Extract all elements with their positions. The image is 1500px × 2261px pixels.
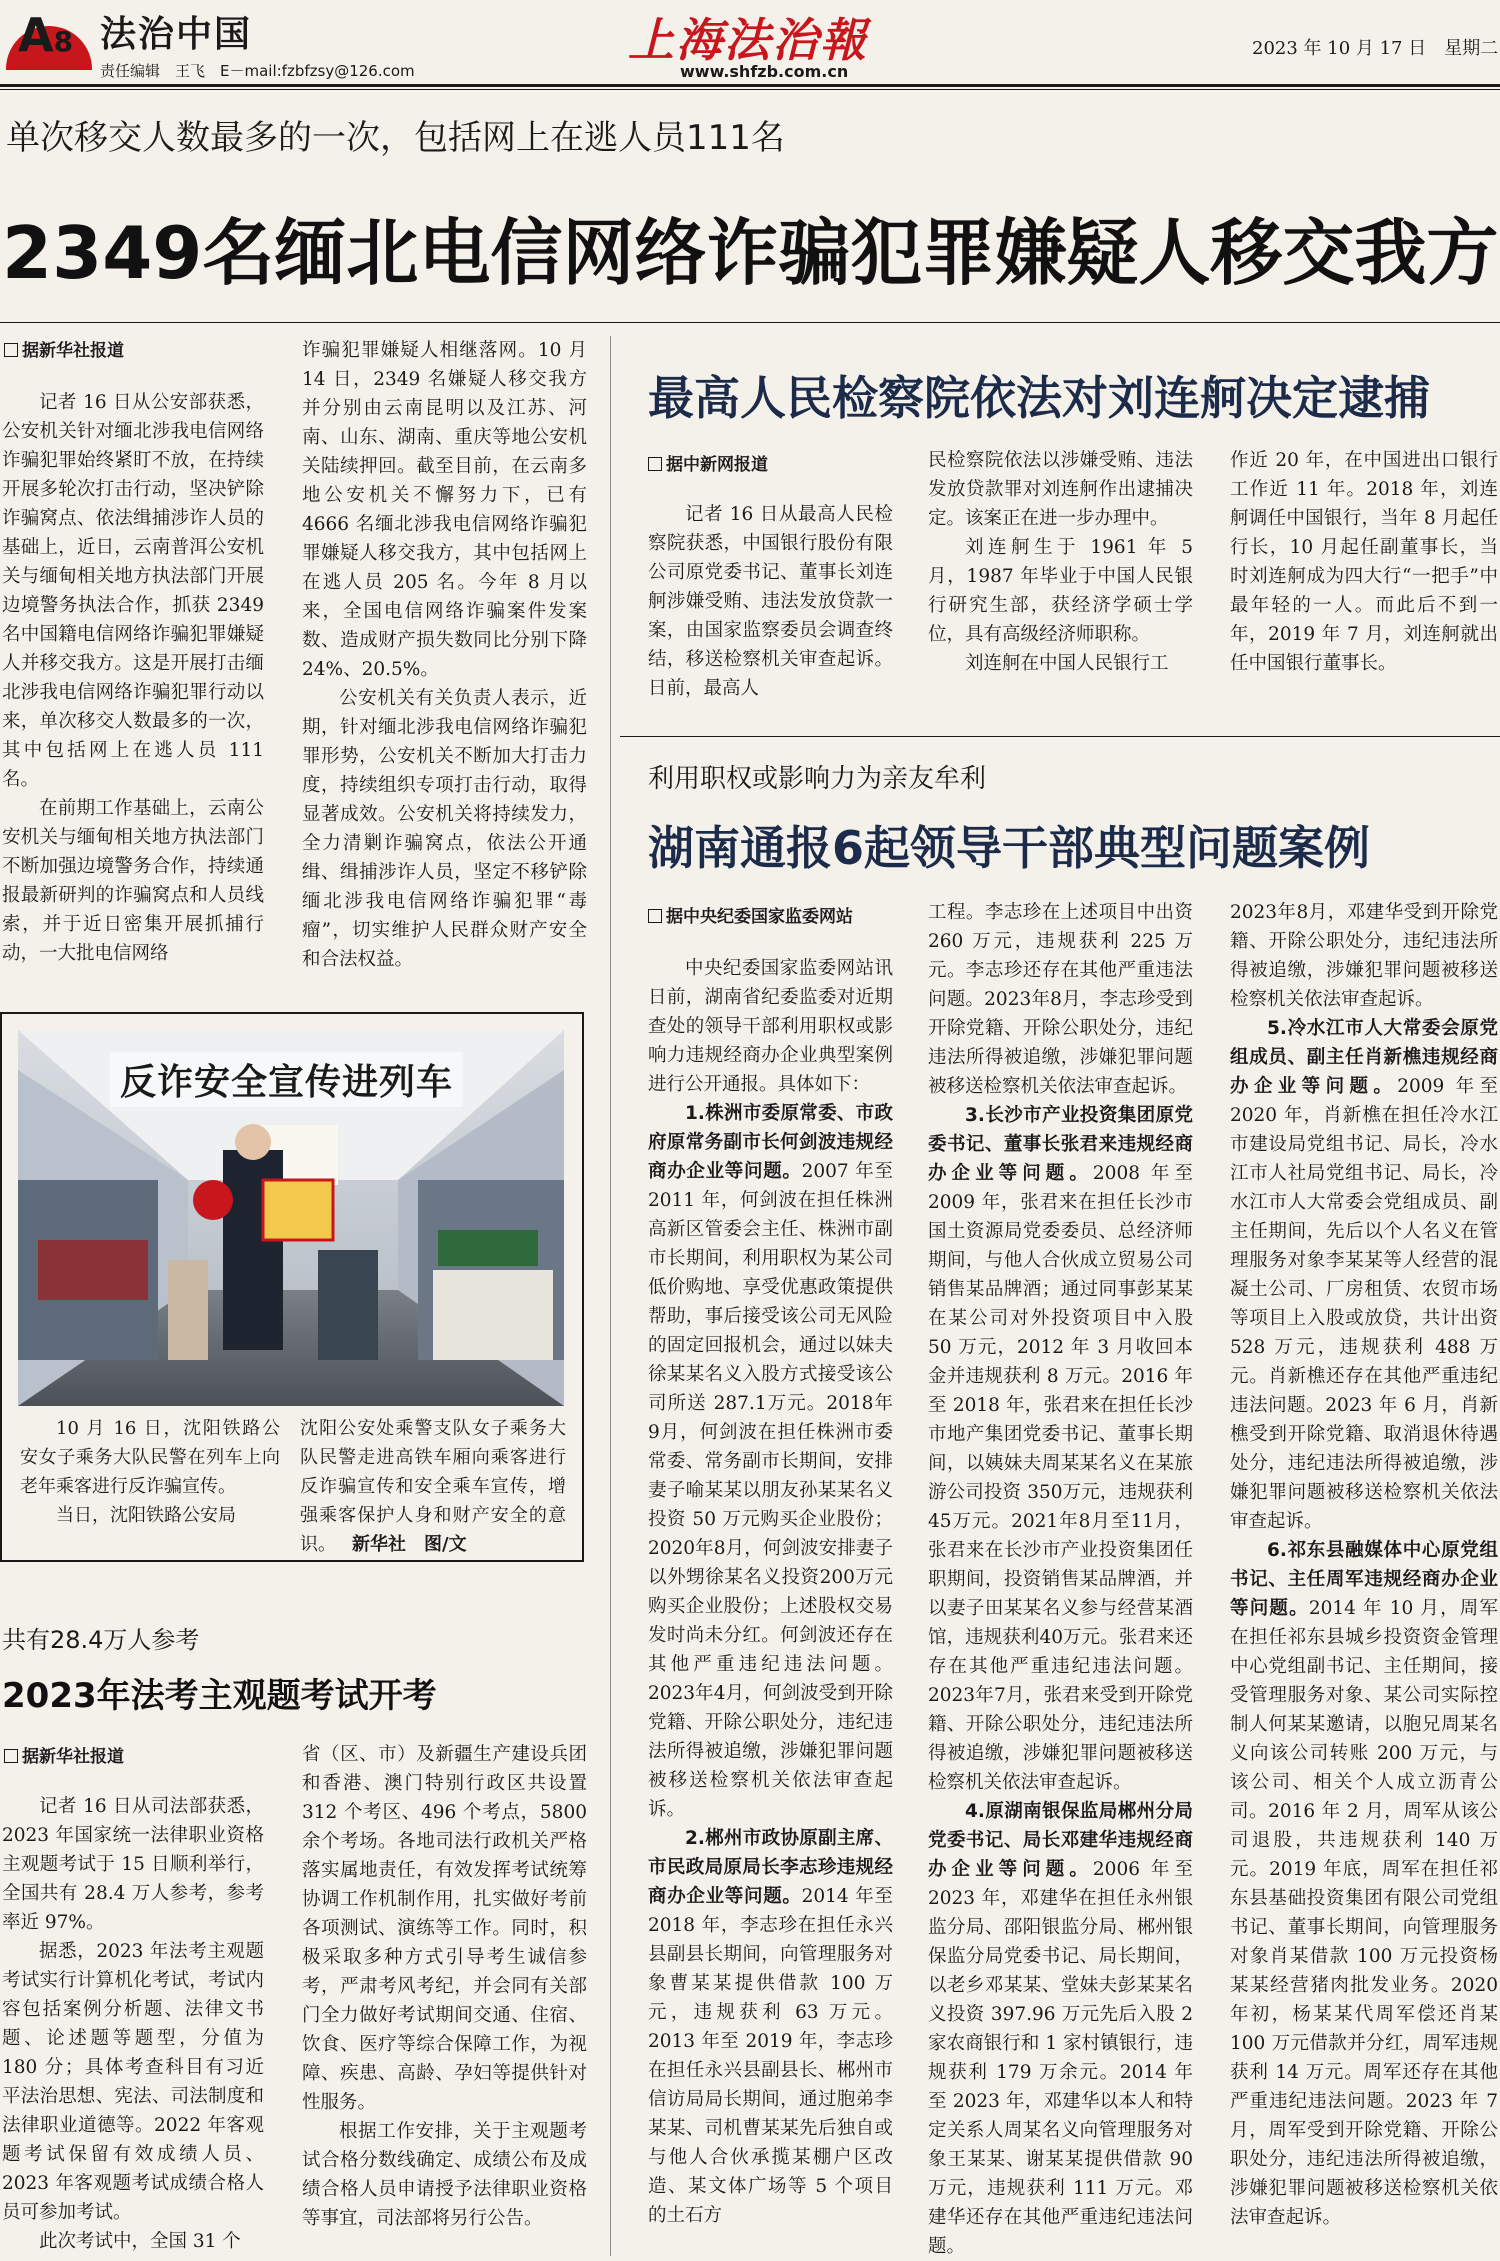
paragraph: 在前期工作基础上，云南公安机关与缅甸相关地方执法部门不断加强边境警务合作，持续通报最新研判的诈骗窝点和人员线索，并于近日密集开展抓捕行动，一大批电信网络 [2, 798, 264, 964]
exam-column-2 [302, 1740, 587, 2252]
paragraph: 刘连舸在中国人民银行工 [965, 653, 1169, 674]
case-paragraph [928, 898, 1193, 1101]
paragraph: 据悉，2023 年法考主观题考试实行计算机化考试，考试内容包括案例分析题、法律文书题、论述题等题型，分值为 180 分；具体考查科目有习近平法治思想、宪法、司法制度和法律职业道德等。2022 年客观题考试保留有效成绩人员、2023 年客观题考试成绩合格人员可参加考试。 [2, 1941, 264, 2223]
case-text: 工程。李志珍在上述项目中出资 260 万元，违规获利 225 万元。李志珍还存在其他严重违法问题。2023年8月，李志珍受到开除党籍、开除公职处分，违纪违法所得被追缴，涉嫌犯罪问题被移送检察机关依法审查起诉。 [928, 902, 1193, 1097]
paragraph: 记者 16 日从公安部获悉，公安机关针对缅北涉我电信网络诈骗犯罪始终紧盯不放，在持续开展多轮次打击行动，坚决铲除诈骗窝点、依法缉捕涉诈人员的基础上，近日，云南普洱公安机关与缅甸相关地方执法部门开展边境警务执法合作，抓获 2349 名中国籍电信网络诈骗犯罪嫌疑人并移交我方。这是开展打击缅北涉我电信网络诈骗犯罪行动以来，单次移交人数最多的一次，其中包括网上在逃人员 111 名。 [2, 392, 264, 790]
case-text: 2023年8月，邓建华受到开除党籍、开除公职处分，违纪违法所得被追缴，涉嫌犯罪问题被移送检察机关依法审查起诉。 [1230, 902, 1498, 1010]
paragraph: 此次考试中，全国 31 个 [39, 2231, 241, 2252]
paragraph: 记者 16 日从司法部获悉，2023 年国家统一法律职业资格主观题考试于 15 日顺利举行，全国共有 28.4 万人参考，参考率近 97%。 [2, 1796, 264, 1933]
masthead-rule [0, 84, 1500, 87]
lead-source [4, 336, 124, 361]
case-paragraph [928, 1797, 1193, 2261]
photo-credit: 新华社 图/文 [352, 1534, 467, 1555]
case-heading: 5.冷水江市人大常委会原党组成员、副主任肖新樵违规经商办企业等问题。 [1230, 1018, 1498, 1097]
case-paragraph [648, 954, 912, 1099]
hunan-headline: 湖南通报6起领导干部典型问题案例 [648, 821, 1371, 875]
page-number-badge [6, 8, 94, 68]
section-rule [620, 736, 1500, 737]
lead-kicker: 单次移交人数最多的一次，包括网上在逃人员111名 [6, 118, 785, 158]
case-text: 2014 年 10 月，周军在担任祁东县城乡投资资金管理中心党组副书记、主任期间，接受管理服务对象、某公司实际控制人何某某邀请，以胞兄周某名义向该公司转账 200 万元，与该公司、相关个人成立沥青公司。2016 年 2 月，周军从该公司退股，共违规获利 140 万元。2019 年底，周军在担任祁东县基础投资集团有限公司党组书记、董事长期间，向管理服务对象肖某借款 100 万元投资杨某某经营猪肉批发业务。2020 年初，杨某某代周军偿还肖某 100 万元借款并分红，周军违规获利 14 万元。周军还存在其他严重违纪违法问题。2023 年 7 月，周军受到开除党籍、开除公职处分，违纪违法所得被追缴，涉嫌犯罪问题被移送检察机关依法审查起诉。 [1230, 1598, 1498, 2228]
case-text: 2009 年至 2020 年，肖新樵在担任冷水江市建设局党组书记、局长，冷水江市人社局党组书记、局长，冷水江市人大常委会党组成员、副主任期间，先后以个人名义在管理服务对象李某某等人经营的混凝土公司、厂房租赁、农贸市场等项目上入股或放贷，共计出资 528 万元，违规获利 488 万元。肖新樵还存在其他严重违纪违法问题。2023 年 6 月，肖新樵受到开除党籍、取消退休待遇处分，违纪违法所得被追缴，涉嫌犯罪问题被移送检察机关依法审查起诉。 [1230, 1076, 1498, 1532]
source-box-icon [648, 457, 662, 471]
news-photo [18, 1030, 564, 1406]
liu-column-3 [1230, 446, 1498, 696]
liu-source [648, 450, 768, 475]
case-heading: 6.祁东县融媒体中心原党组书记、主任周军违规经商办企业等问题。 [1230, 1540, 1498, 1619]
case-text: 2008 年至 2009 年，张君来在担任长沙市国土资源局党委委员、总经济师期间，与他人合伙成立贸易公司销售某品牌酒；通过同事彭某某在某公司对外投资项目中入股 50 万元，2012 年 3 月收回本金并违规获利 8 万元。2016 年至 2018 年，张君来在担任长沙市地产集团党委书记、董事长期间，以姨妹夫周某某名义在某旅游公司投资 350万元，违规获利45万元。2021年8月至11月，张君来在长沙市产业投资集团任职期间，投资销售某品牌酒，并以妻子田某某名义参与经营某酒馆，违规获利40万元。张君来还存在其他严重违纪违法问题。2023年7月，张君来受到开除党籍、开除公职处分，违纪违法所得被追缴，涉嫌犯罪问题被移送检察机关依法审查起诉。 [928, 1163, 1193, 1793]
exam-headline: 2023年法考主观题考试开考 [2, 1676, 437, 1716]
case-paragraph [928, 1101, 1193, 1797]
paragraph: 作近 20 年，在中国进出口银行工作近 11 年。2018 年，刘连舸调任中国银行，当年 8 月起任行长，10 月起任副董事长，当时刘连舸成为四大行“一把手”中最年轻的一人。而此后不到一年，2019 年 7 月，刘连舸就出任中国银行董事长。 [1230, 450, 1498, 674]
case-paragraph [648, 1824, 893, 2230]
exam-kicker: 共有28.4万人参考 [2, 1626, 200, 1654]
paragraph: 根据工作安排，关于主观题考试合格分数线确定、成绩公布及成绩合格人员申请授予法律职业资格等事宜，司法部将另行公告。 [302, 2121, 587, 2229]
case-heading: 3.长沙市产业投资集团原党委书记、董事长张君来违规经商办企业等问题。 [928, 1105, 1193, 1184]
paragraph: 民检察院依法以涉嫌受贿、违法发放贷款罪对刘连舸作出逮捕决定。该案正在进一步办理中。 [928, 450, 1193, 529]
paragraph: 省（区、市）及新疆生产建设兵团和香港、澳门特别行政区共设置 312 个考区、496 个考点，5800 余个考场。各地司法行政机关严格落实属地责任，有效发挥考试统筹协调工作机制作用，扎实做好考前各项测试、演练等工作。同时，积极采取多种方式引导考生诚信参考，严肃考风考纪，并会同有关部门全力做好考试期间交通、住宿、饮食、医疗等综合保障工作，为视障、疾患、高龄、孕妇等提供针对性服务。 [302, 1744, 587, 2113]
source-box-icon [648, 909, 662, 923]
newspaper-logo: 上海法治報 [628, 13, 868, 67]
page-letter: A [18, 8, 54, 62]
lead-column-1 [2, 388, 264, 964]
column-divider [610, 336, 611, 2256]
paragraph: 刘连舸生于 1961 年 5 月，1987 年毕业于中国人民银行研究生部，获经济学硕士学位，具有高级经济师职称。 [928, 537, 1193, 645]
hunan-source-text: 据中央纪委国家监委网站 [666, 907, 853, 927]
case-paragraph [1230, 1536, 1498, 2232]
lead-column-2 [302, 336, 587, 970]
case-paragraph [1230, 898, 1498, 1014]
photo-caption-col1 [20, 1414, 280, 1554]
section-title: 法治中国 [100, 14, 253, 55]
paragraph: 诈骗犯罪嫌疑人相继落网。10 月 14 日，2349 名嫌疑人移交我方并分别由云南昆明以及江苏、河南、山东、湖南、重庆等地公安机关陆续押回。截至目前，在云南多地公安机关不懈努力下，已有 4666 名缅北涉我电信网络诈骗犯罪嫌疑人移交我方，其中包括网上在逃人员 205 名。今年 8 月以来，全国电信网络诈骗案件发案数、造成财产损失数同比分别下降 24%、20.5%。 [302, 340, 587, 680]
caption-paragraph: 10 月 16 日，沈阳铁路公安女子乘务大队民警在列车上向老年乘客进行反诈骗宣传。 [20, 1418, 280, 1497]
hunan-kicker: 利用职权或影响力为亲友牟利 [648, 764, 987, 794]
liu-headline: 最高人民检察院依法对刘连舸决定逮捕 [648, 371, 1430, 425]
masthead [0, 0, 1500, 84]
liu-column-1 [648, 500, 893, 700]
case-heading: 4.原湖南银保监局郴州分局党委书记、局长邓建华违规经商办企业等问题。 [928, 1801, 1193, 1880]
caption-paragraph: 当日，沈阳铁路公安局 [56, 1505, 236, 1526]
hunan-column-2 [928, 898, 1193, 2257]
paragraph: 公安机关有关负责人表示，近期，针对缅北涉我电信网络诈骗犯罪形势，公安机关不断加大打击力度，持续组织专项打击行动，取得显著成效。公安机关将持续发力，全力清剿诈骗窝点，依法公开通缉、缉捕涉诈人员，坚定不移铲除缅北涉我电信网络诈骗犯罪“毒瘤”，切实维护人民群众财产安全和合法权益。 [302, 688, 587, 970]
case-text: 2014 年至 2018 年，李志珍在担任永兴县副县长期间，向管理服务对象曹某某提供借款 100 万元，违规获利 63 万元。2013 年至 2019 年，李志珍在担任永兴县副县长、郴州市信访局局长期间，通过胞弟李某某、司机曹某某先后独自或与他人合伙承揽某棚户区改造、某文体广场等 5 个项目的土石方 [648, 1886, 893, 2226]
paragraph: 记者 16 日从最高人民检察院获悉，中国银行股份有限公司原党委书记、董事长刘连舸涉嫌受贿、违法发放贷款一案，由国家监察委员会调查终结，移送检察机关审查起诉。日前，最高人 [648, 504, 893, 699]
case-text: 2007 年至 2011 年，何剑波在担任株洲高新区管委会主任、株洲市副市长期间，利用职权为某公司低价购地、享受优惠政策提供帮助，事后接受该公司无风险的固定回报机会，通过以妹夫徐某某名义入股方式接受该公司所送 287.1万元。2018年9月，何剑波在担任株洲市委常委、常务副市长期间，安排妻子喻某某以朋友孙某某名义投资 50 万元购买企业股份；2020年8月，何剑波安排妻子以外甥徐某名义投资200万元购买企业股份；上述股权交易发时尚未分红。何剑波还存在其他严重违纪违法问题。2023年4月，何剑波受到开除党籍、开除公职处分，违纪违法所得被追缴，涉嫌犯罪问题被移送检察机关依法审查起诉。 [648, 1161, 893, 1820]
case-paragraph [1230, 1014, 1498, 1536]
case-paragraph [648, 1099, 893, 1824]
hunan-column-1 [648, 954, 912, 2250]
case-heading: 1.株洲市委原常委、市政府原常务副市长何剑波违规经商办企业等问题。 [648, 1103, 893, 1182]
headline-rule [0, 322, 1500, 323]
hunan-column-3 [1230, 898, 1498, 2250]
page-number: 8 [53, 25, 74, 58]
photo-caption-col2 [300, 1414, 566, 1554]
hunan-source [648, 902, 853, 927]
case-heading: 2.郴州市政协原副主席、市民政局原局长李志珍违规经商办企业等问题。 [648, 1828, 893, 1907]
exam-source [4, 1742, 124, 1767]
issue-date: 2023 年 10 月 17 日 星期二 [1252, 38, 1499, 59]
source-box-icon [4, 343, 18, 357]
lead-headline: 2349名缅北电信网络诈骗犯罪嫌疑人移交我方 [2, 211, 1499, 295]
liu-column-2 [928, 446, 1193, 696]
photo-title: 反诈安全宣传进列车 [110, 1052, 463, 1107]
case-text: 2006 年至 2023 年，邓建华在担任永州银监分局、邵阳银监分局、郴州银保监分局党委书记、局长期间，以老乡邓某某、堂妹夫彭某某名义投资 397.96 万元先后入股 2 家农商银行和 1 家村镇银行，违规获利 179 万余元。2014 年至 2023 年，邓建华以本人和特定关系人周某名义向管理服务对象王某某、谢某某提供借款 90 万元，违规获利 111 万元。邓建华还存在其他严重违纪违法问题。 [928, 1859, 1193, 2257]
caption-text: 沈阳公安处乘警支队女子乘务大队民警走进高铁车厢向乘客进行反诈骗宣传和安全乘车宣传，增强乘客保护人身和财产安全的意识。 [300, 1418, 566, 1555]
lead-source-text: 据新华社报道 [22, 341, 124, 361]
source-box-icon [4, 1749, 18, 1763]
editor-line: 责任编辑 王飞 E－mail:fzbfzsy@126.com [100, 62, 415, 80]
exam-source-text: 据新华社报道 [22, 1747, 124, 1767]
exam-column-1 [2, 1792, 264, 2252]
liu-source-text: 据中新网报道 [666, 455, 768, 475]
website-url: www.shfzb.com.cn [680, 62, 849, 81]
masthead-rule-thin [0, 89, 1500, 90]
case-text: 中央纪委国家监委网站讯 日前，湖南省纪委监委对近期查处的领导干部利用职权或影响力违规经商办企业典型案例进行公开通报。具体如下： [648, 958, 912, 1095]
